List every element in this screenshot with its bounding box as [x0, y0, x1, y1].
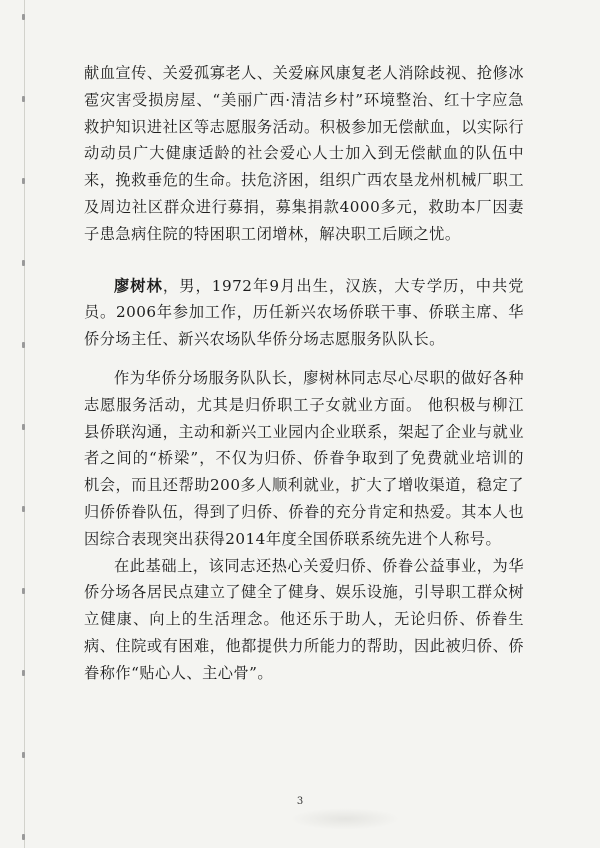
- binding-hole: [22, 424, 25, 430]
- binding-hole: [22, 752, 25, 758]
- service-paragraph: 作为华侨分场服务队队长，廖树林同志尽心尽职的做好各种志愿服务活动，尤其是归侨职工子女就业方面。 他积极与柳江县侨联沟通，主动和新兴工业园内企业联系，架起了企业与就业者之间的“桥梁”，不仅为归侨、侨眷争取到了免费就业培训的机会，而且还帮助200多人顺利就业，扩大了增收渠道，稳定了归侨侨眷队伍，得到了归侨、侨眷的充分肯定和热爱。其本人也因综合表现突出获得2014年度全国侨联系统先进个人称号。: [84, 368, 524, 548]
- binding-hole: [22, 588, 25, 594]
- binding-hole: [22, 506, 25, 512]
- binding-hole: [22, 342, 25, 348]
- community-paragraph: 在此基础上，该同志还热心关爱归侨、侨眷公益事业，为华侨分场各居民点建立了健全了健身、娱乐设施，引导职工群众树立健康、向上的生活理念。他还乐于助人，无论归侨、侨眷生病、住院或有困难，他都提供力所能力的帮助，因此被归侨、侨眷称作“贴心人、主心骨”。: [84, 556, 524, 682]
- paragraph-continued: 献血宣传、关爱孤寡老人、关爱麻风康复老人消除歧视、抢修冰雹灾害受损房屋、“美丽广西·清洁乡村”环境整治、红十字应急救护知识进社区等志愿服务活动。积极参加无偿献血，以实际行动动员广大健康适龄的社会爱心人士加入到无偿献血的队伍中来，挽救垂危的生命。扶危济困，组织广西农垦龙州机械厂职工及周边社区群众进行募捐，募集捐款4000多元，救助本厂因妻子患急病住院的特困职工闭增林，解决职工后顾之忧。: [84, 64, 524, 243]
- binding-hole: [22, 178, 25, 184]
- paragraph-gap: [84, 248, 524, 273]
- binding-hole: [22, 14, 25, 20]
- person-intro-paragraph: [84, 273, 524, 353]
- document-body: [84, 60, 524, 687]
- person-intro-text: ，男，1972年9月出生，汉族，大专学历，中共党员。2006年参加工作，历任新兴农场侨联干事、侨联主席、华侨分场主任、新兴农场队华侨分场志愿服务队队长。: [84, 276, 524, 349]
- binding-hole: [22, 834, 25, 840]
- binding-hole: [22, 96, 25, 102]
- page-number: 3: [296, 796, 304, 807]
- binding-holes: [22, 0, 30, 848]
- person-name: 廖树林: [114, 276, 163, 295]
- paragraph-gap: [84, 353, 524, 365]
- binding-hole: [22, 260, 25, 266]
- scan-smudge: [290, 808, 400, 830]
- binding-hole: [22, 670, 25, 676]
